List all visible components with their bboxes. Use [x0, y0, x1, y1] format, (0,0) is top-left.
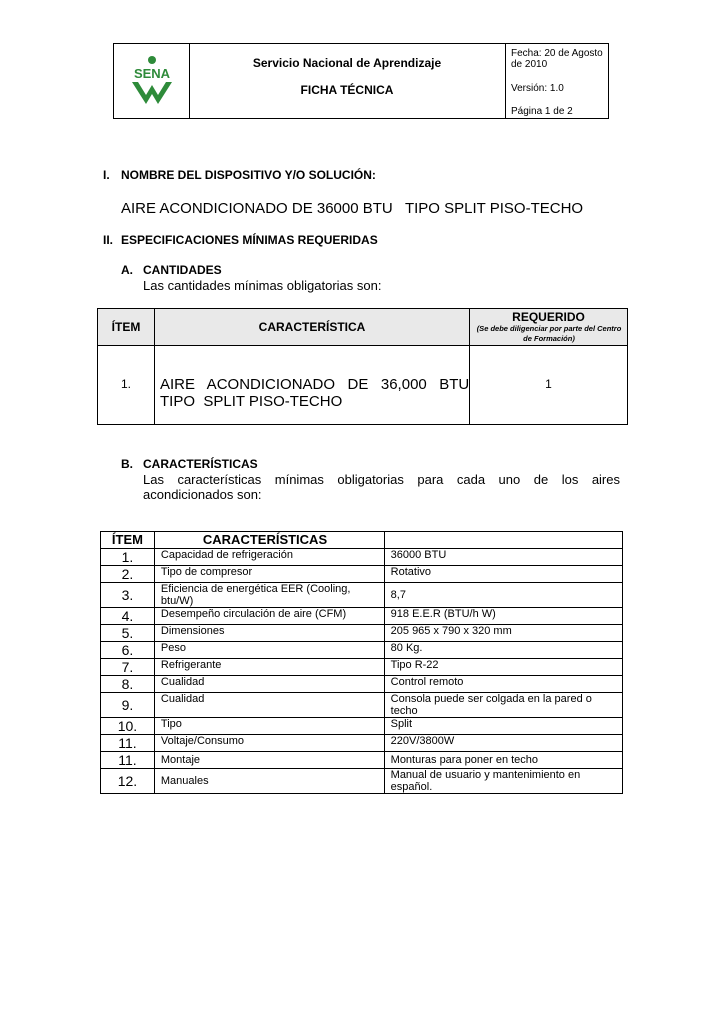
row-item-number: 10. — [101, 718, 155, 735]
section-2-label: II. — [103, 233, 114, 247]
sena-logo — [126, 54, 178, 106]
row-value: Rotativo — [384, 566, 622, 583]
table-row — [101, 549, 623, 566]
sub-a-label: A. — [121, 263, 133, 277]
device-name: AIRE ACONDICIONADO DE 36000 BTU TIPO SPLIT PISO-TECHO — [121, 200, 584, 217]
table1-row-item: 1. — [120, 377, 131, 391]
row-characteristic: Voltaje/Consumo — [154, 735, 384, 752]
row-item-number: 5. — [101, 625, 155, 642]
row-characteristic: Tipo de compresor — [154, 566, 384, 583]
row-item-number: 4. — [101, 608, 155, 625]
table-row — [101, 769, 623, 794]
table2-header-row — [101, 532, 623, 549]
doc-date: Fecha: 20 de Agosto de 2010 — [511, 48, 603, 70]
table1-col-characteristic: CARACTERÍSTICA — [258, 320, 366, 334]
row-item-number: 8. — [101, 676, 155, 693]
row-value: 36000 BTU — [384, 549, 622, 566]
row-value: Tipo R-22 — [384, 659, 622, 676]
row-value: 80 Kg. — [384, 642, 622, 659]
table1-col-required: REQUERIDO — [512, 310, 585, 324]
doc-version: Versión: 1.0 — [511, 83, 564, 94]
row-characteristic: Manuales — [154, 769, 384, 794]
row-item-number: 2. — [101, 566, 155, 583]
row-value: Split — [384, 718, 622, 735]
row-value: Control remoto — [384, 676, 622, 693]
row-value: Monturas para poner en techo — [384, 752, 622, 769]
table-row — [101, 642, 623, 659]
characteristics-table — [100, 531, 623, 794]
row-item-number: 3. — [101, 583, 155, 608]
quantities-table — [97, 308, 628, 425]
row-characteristic: Eficiencia de energética EER (Cooling, btu/W) — [154, 583, 384, 608]
row-item-number: 9. — [101, 693, 155, 718]
row-value: 918 E.E.R (BTU/h W) — [384, 608, 622, 625]
table2-col-value — [384, 532, 622, 549]
org-name: Servicio Nacional de Aprendizaje — [252, 56, 442, 70]
svg-text:SENA: SENA — [133, 66, 171, 81]
sub-b-text: Las características mínimas obligatorias para cada uno de los aires acondicionados son: — [143, 472, 620, 502]
doc-page: Página 1 de 2 — [511, 106, 573, 117]
table2-col-item: ÍTEM — [101, 532, 155, 549]
row-item-number: 1. — [101, 549, 155, 566]
section-1-title: NOMBRE DEL DISPOSITIVO Y/O SOLUCIÓN: — [121, 168, 376, 182]
row-characteristic: Cualidad — [154, 693, 384, 718]
table-row — [101, 659, 623, 676]
row-item-number: 6. — [101, 642, 155, 659]
row-characteristic: Peso — [154, 642, 384, 659]
row-characteristic: Montaje — [154, 752, 384, 769]
row-characteristic: Refrigerante — [154, 659, 384, 676]
row-characteristic: Desempeño circulación de aire (CFM) — [154, 608, 384, 625]
row-characteristic: Tipo — [154, 718, 384, 735]
row-characteristic: Capacidad de refrigeración — [154, 549, 384, 566]
table-row — [101, 693, 623, 718]
sub-a-title: CANTIDADES — [143, 263, 222, 277]
document-header — [113, 43, 609, 119]
header-meta-cell — [505, 44, 608, 118]
section-1-label: I. — [103, 168, 110, 182]
header-title-cell — [189, 44, 506, 118]
table1-row-characteristic-line2: TIPO SPLIT PISO-TECHO — [160, 393, 343, 410]
sub-a-text: Las cantidades mínimas obligatorias son: — [143, 278, 382, 293]
table-row — [101, 583, 623, 608]
table-row — [101, 608, 623, 625]
sub-b-title: CARACTERÍSTICAS — [143, 457, 258, 471]
table-row — [101, 735, 623, 752]
row-value: 205 965 x 790 x 320 mm — [384, 625, 622, 642]
row-characteristic: Dimensiones — [154, 625, 384, 642]
table-row — [101, 625, 623, 642]
sub-b-label: B. — [121, 457, 133, 471]
row-characteristic: Cualidad — [154, 676, 384, 693]
row-value: 8,7 — [384, 583, 622, 608]
table2-col-characteristics: CARACTERÍSTICAS — [154, 532, 384, 549]
table-row — [101, 718, 623, 735]
row-value: Consola puede ser colgada en la pared o techo — [384, 693, 622, 718]
row-item-number: 7. — [101, 659, 155, 676]
doc-type: FICHA TÉCNICA — [300, 83, 394, 97]
section-2-title: ESPECIFICACIONES MÍNIMAS REQUERIDAS — [121, 233, 378, 247]
table1-row-required: 1 — [545, 377, 552, 391]
table-row — [101, 566, 623, 583]
row-item-number: 11. — [101, 735, 155, 752]
table-row — [101, 676, 623, 693]
row-value: Manual de usuario y mantenimiento en español. — [384, 769, 622, 794]
table1-row-characteristic-line1: AIRE ACONDICIONADO DE 36,000 BTU — [160, 376, 470, 393]
table1-col-item: ÍTEM — [111, 320, 141, 334]
logo-cell — [114, 44, 190, 118]
row-item-number: 12. — [101, 769, 155, 794]
table-row — [101, 752, 623, 769]
row-item-number: 11. — [101, 752, 155, 769]
table1-col-required-note: (Se debe diligenciar por parte del Centro de Formación) — [476, 324, 622, 343]
row-value: 220V/3800W — [384, 735, 622, 752]
